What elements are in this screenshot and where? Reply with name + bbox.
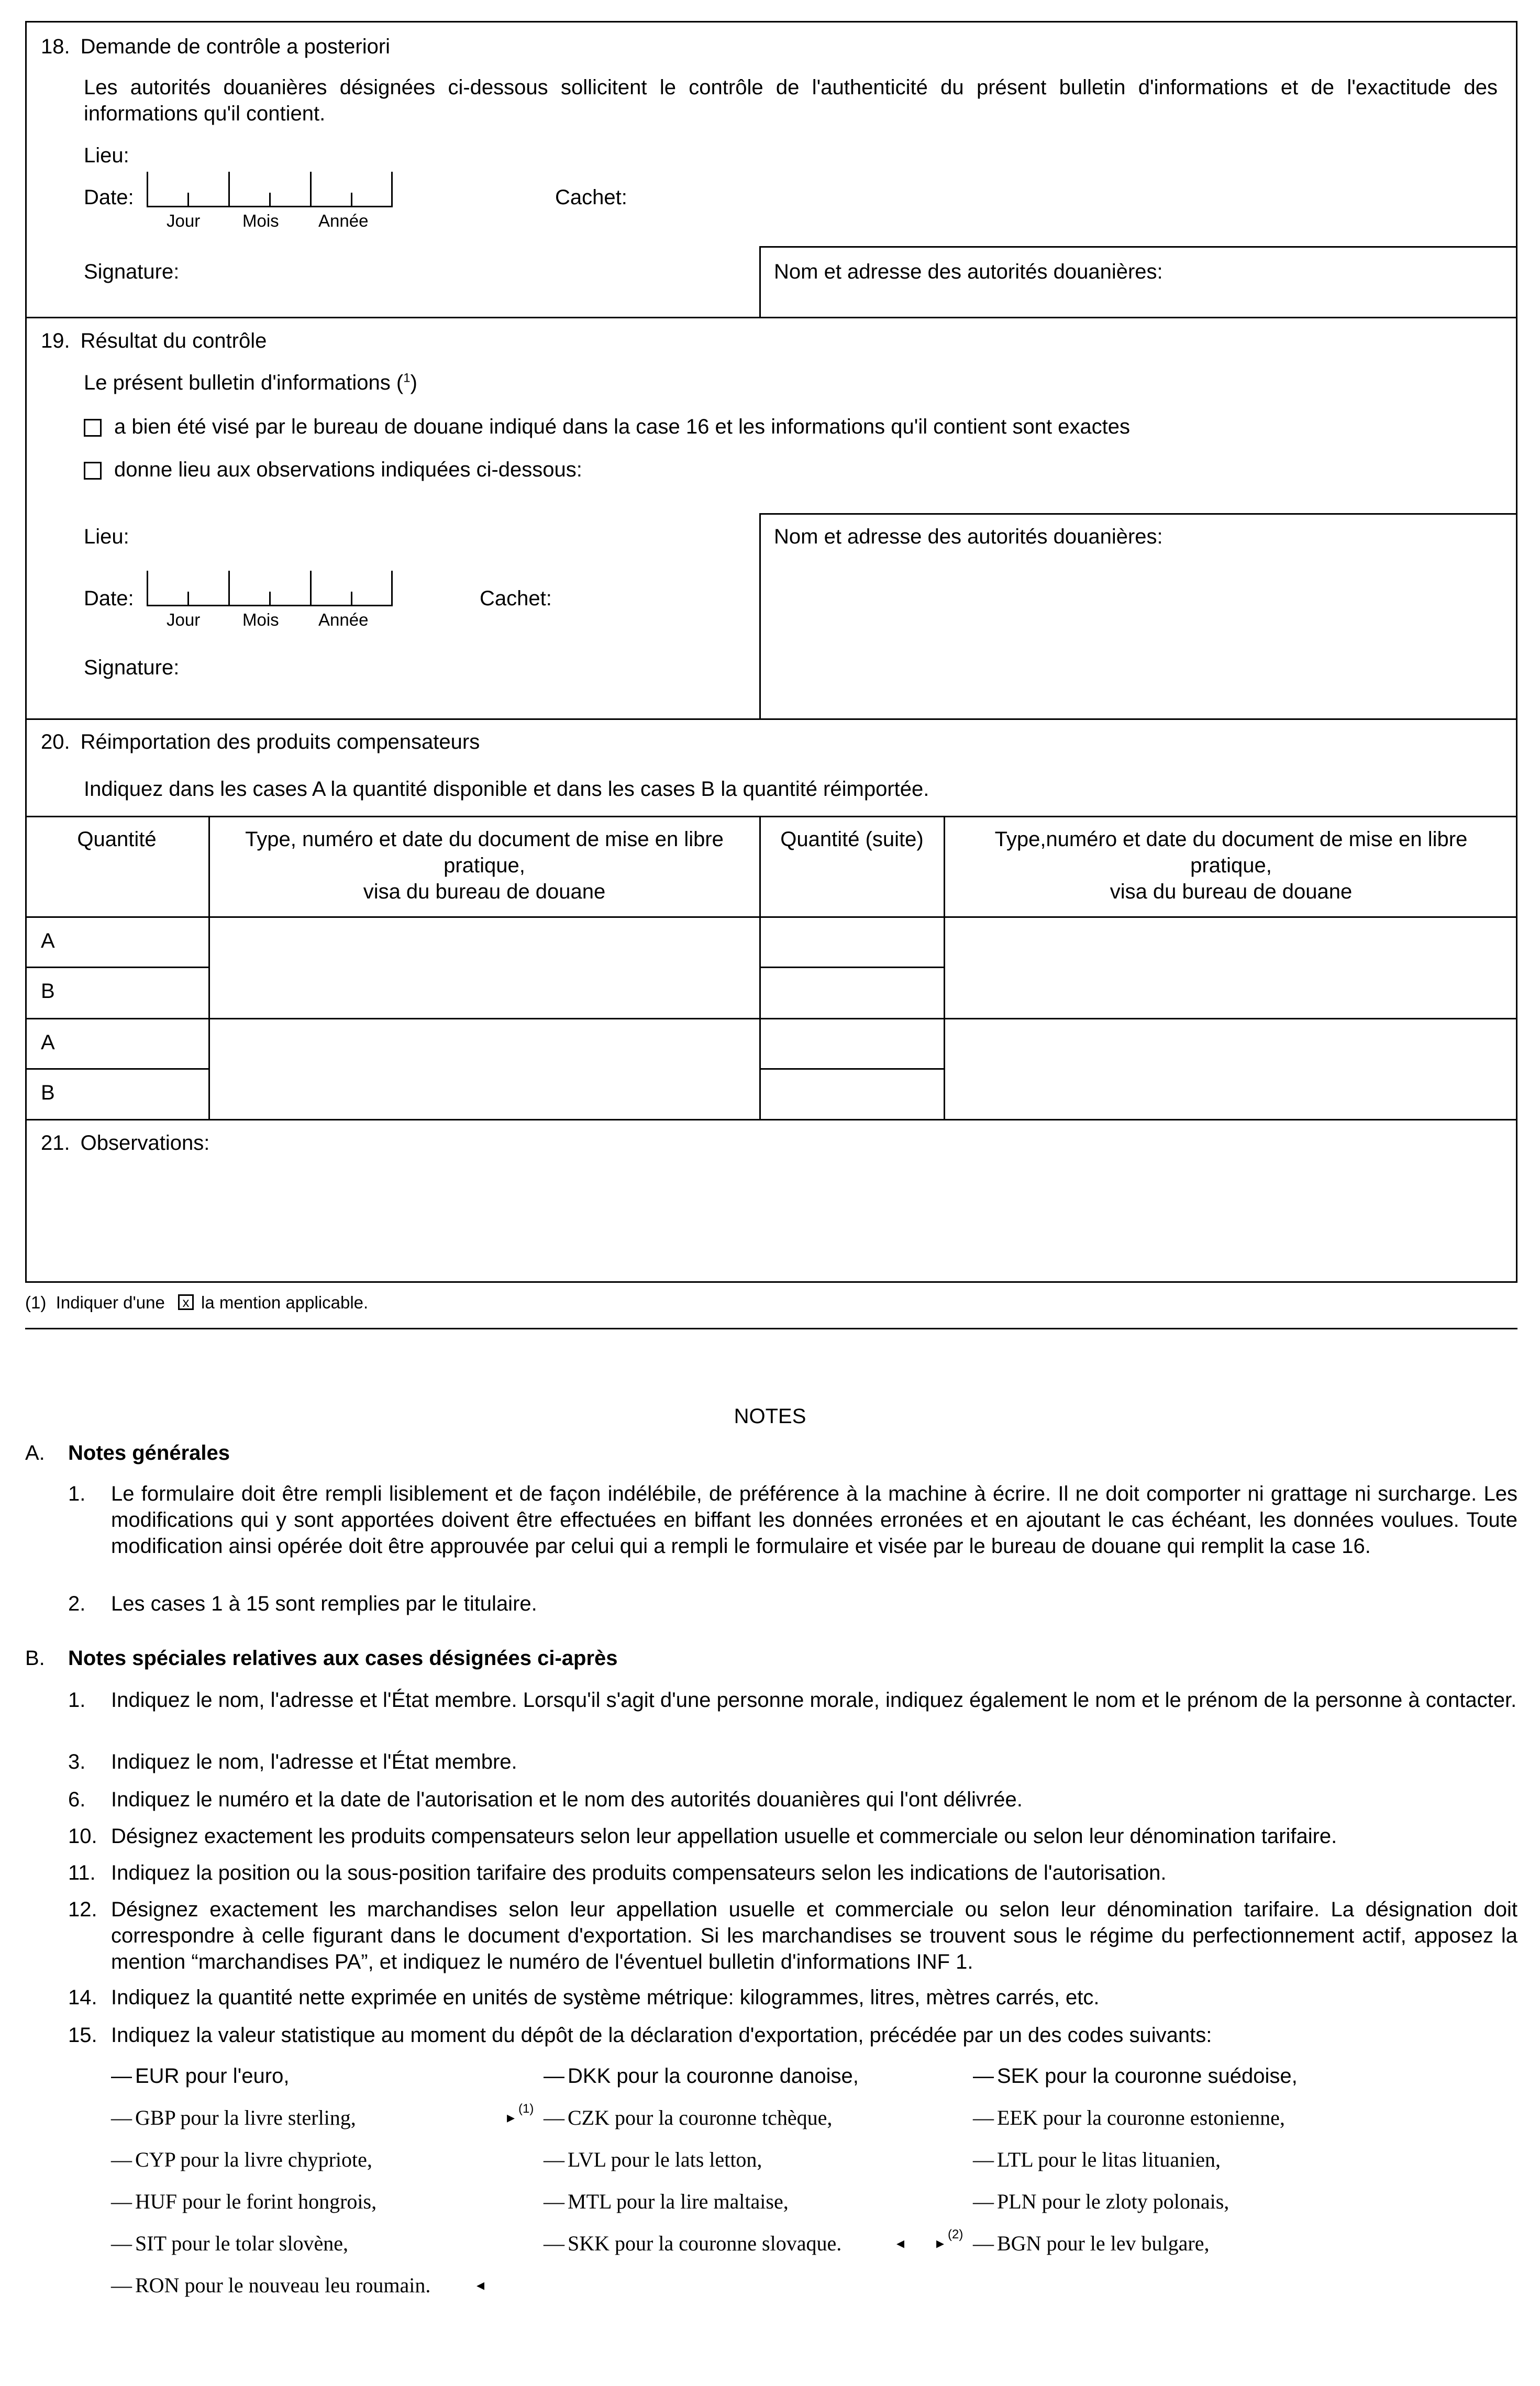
box-19-annee-label: Année: [318, 610, 369, 629]
note-b-3-text: Indiquez le nom, l'adresse et l'État membre.: [111, 1750, 517, 1773]
box-18-annee-label: Année: [318, 211, 369, 230]
box-18-jour-label: Jour: [167, 211, 201, 230]
box-19-mois-label: Mois: [242, 610, 279, 629]
box-18-cachet-label: Cachet:: [555, 186, 627, 209]
currency-dkk: — DKK pour la couronne danoise,: [544, 2065, 859, 2088]
footnote-after: la mention applicable.: [201, 1293, 369, 1312]
box-19-title: 19. Résultat du contrôle: [41, 329, 267, 352]
box-19-cachet-label: Cachet:: [480, 587, 552, 610]
currency-bgn: — BGN pour le lev bulgare,: [973, 2232, 1210, 2255]
note-b-12-num: 12.: [68, 1898, 97, 1921]
box-21-title: 21. Observations:: [41, 1131, 210, 1155]
currency-huf: — HUF pour le forint hongrois,: [111, 2190, 377, 2213]
start-marker-icon: ▸: [507, 2109, 515, 2126]
box-20-col-type-doc-2: Type,numéro et date du document de mise en libre pratique, visa du bureau de douane: [994, 828, 1468, 903]
notes-heading: NOTES: [734, 1405, 806, 1428]
box-19-intro: Le présent bulletin d'informations ($^1$): [84, 371, 417, 394]
currency-ron: — RON pour le nouveau leu roumain.: [111, 2273, 431, 2297]
box-18-date-grid[interactable]: [147, 172, 393, 207]
notes-a-title: Notes générales: [68, 1441, 230, 1464]
currency-lvl: — LVL pour le lats letton,: [544, 2148, 762, 2171]
note-a-1-text: Le formulaire doit être rempli lisiblement et de façon indélébile, de préférence à la machine à écrire. Il ne doit comporter ni grattage ni surcharge. Les modifications qui y sont apportées doivent être effectuées en biffant les données erronées et en ajoutant le cas échéant, les données voulues. Toute modification ainsi opérée doit être approuvée par celui qui a rempli le formulaire et visée par le bureau de douane qui remplit la case 16.: [111, 1482, 1517, 1558]
box-19-date-grid[interactable]: [147, 571, 393, 606]
end-marker-icon: ◂: [896, 2235, 905, 2252]
note-a-1-num: 1.: [68, 1482, 86, 1505]
box-18-lieu-label: Lieu:: [84, 144, 129, 167]
currency-eek: — EEK pour la couronne estonienne,: [973, 2106, 1285, 2129]
note-b-15-text: Indiquez la valeur statistique au moment du dépôt de la déclaration d'exportation, précédée par un des codes suivants:: [111, 2024, 1212, 2047]
box-19-option1-checkbox[interactable]: [84, 419, 102, 437]
box-18-text: Les autorités douanières désignées ci-dessous sollicitent le contrôle de l'authenticité du présent bulletin d'informations et de l'exactitude des informations qu'il contient.: [84, 76, 1498, 125]
currency-eur: — EUR pour l'euro,: [111, 2065, 290, 2088]
box-20-row-b2: B: [41, 1081, 55, 1104]
note-b-6-text: Indiquez le numéro et la date de l'autorisation et le nom des autorités douanières qui l'ont délivrée.: [111, 1788, 1023, 1811]
note-b-14-text: Indiquez la quantité nette exprimée en unités de système métrique: kilogrammes, litres, mètres carrés, etc.: [111, 1986, 1100, 2009]
note-b-10-text: Désignez exactement les produits compensateurs selon leur appellation usuelle et commerciale ou selon leur dénomination tarifaire.: [111, 1825, 1337, 1848]
notes-a-letter: A.: [25, 1441, 45, 1464]
box-19-jour-label: Jour: [167, 610, 201, 629]
note-b-14-num: 14.: [68, 1986, 97, 2009]
note-b-3-num: 3.: [68, 1750, 86, 1773]
separator: [25, 1328, 1517, 1329]
box-19-nom-adresse-label: Nom et adresse des autorités douanières:: [774, 525, 1163, 548]
box-18: [25, 21, 1517, 318]
currency-cyp: — CYP pour la livre chypriote,: [111, 2148, 372, 2171]
box-20-col-quantite: Quantité: [77, 828, 157, 851]
box-20-row-b1: B: [41, 980, 55, 1003]
currency-gbp: — GBP pour la livre sterling,: [111, 2106, 356, 2129]
box-20-title: 20. Réimportation des produits compensateurs: [41, 730, 480, 753]
currency-sit: — SIT pour le tolar slovène,: [111, 2232, 348, 2255]
currency-ltl: — LTL pour le litas lituanien,: [973, 2148, 1221, 2171]
note-b-11-num: 11.: [68, 1861, 96, 1884]
box-19-date-label: Date:: [84, 587, 134, 610]
box-21: [25, 1119, 1517, 1283]
note-b-15-num: 15.: [68, 2024, 97, 2047]
box-19-signature-label: Signature:: [84, 656, 180, 679]
note-b-1-num: 1.: [68, 1689, 86, 1712]
notes-b-title: Notes spéciales relatives aux cases désignées ci-après: [68, 1647, 618, 1670]
note-b-6-num: 6.: [68, 1788, 86, 1811]
marker-1: (1): [518, 2102, 534, 2116]
box-18-mois-label: Mois: [242, 211, 279, 230]
box-20-row-a2: A: [41, 1031, 55, 1054]
note-b-10-num: 10.: [68, 1825, 97, 1848]
box-18-date-label: Date:: [84, 186, 134, 209]
currency-mtl: — MTL pour la lire maltaise,: [544, 2190, 789, 2213]
box-20-col-quantite-suite: Quantité (suite): [780, 828, 924, 851]
box-19-lieu-label: Lieu:: [84, 525, 129, 548]
start-marker-icon: ▸: [936, 2235, 945, 2252]
currency-czk: — CZK pour la couronne tchèque,: [544, 2106, 833, 2129]
box-18-nom-adresse-label: Nom et adresse des autorités douanières:: [774, 260, 1163, 283]
currency-skk: — SKK pour la couronne slovaque.: [544, 2232, 842, 2255]
box-18-title: 18. Demande de contrôle a posteriori: [41, 35, 391, 58]
marker-2: (2): [948, 2227, 963, 2241]
note-b-12-text: Désignez exactement les marchandises selon leur appellation usuelle et commerciale ou selon leur dénomination tarifaire. La désignation doit correspondre à celle figurant dans le document d'exportation. Si les marchandises se trouvent sous le régime du perfectionnement actif, apposez la mention “marchandises PA”, et indiquez le numéro de l'éventuel bulletin d'informations INF 1.: [111, 1898, 1517, 1973]
box-19-option2-checkbox[interactable]: [84, 462, 102, 480]
note-b-11-text: Indiquez la position ou la sous-position tarifaire des produits compensateurs selon les indications de l'autorisation.: [111, 1861, 1167, 1884]
box-20-text: Indiquez dans les cases A la quantité disponible et dans les cases B la quantité réimportée.: [84, 778, 929, 801]
box-19-option1-label: a bien été visé par le bureau de douane indiqué dans la case 16 et les informations qu'il contient sont exactes: [114, 415, 1131, 438]
currency-sek: — SEK pour la couronne suédoise,: [973, 2065, 1298, 2088]
currency-pln: — PLN pour le zloty polonais,: [973, 2190, 1229, 2213]
note-a-2-text: Les cases 1 à 15 sont remplies par le titulaire.: [111, 1592, 537, 1615]
box-19-option2-label: donne lieu aux observations indiquées ci-dessous:: [114, 458, 582, 481]
end-marker-icon: ◂: [477, 2277, 485, 2294]
box-18-signature-label: Signature:: [84, 260, 180, 283]
box-20-col-type-doc: Type, numéro et date du document de mise en libre pratique, visa du bureau de douane: [245, 828, 724, 903]
note-b-1-text: Indiquez le nom, l'adresse et l'État membre. Lorsqu'il s'agit d'une personne morale, indiquez également le nom et le prénom de la personne à contacter.: [111, 1689, 1517, 1712]
notes-b-letter: B.: [25, 1647, 45, 1670]
note-a-2-num: 2.: [68, 1592, 86, 1615]
footnote-checkbox-icon: x: [178, 1294, 194, 1310]
footnote: (1) Indiquer d'une: [25, 1293, 165, 1312]
box-20-row-a1: A: [41, 929, 55, 952]
